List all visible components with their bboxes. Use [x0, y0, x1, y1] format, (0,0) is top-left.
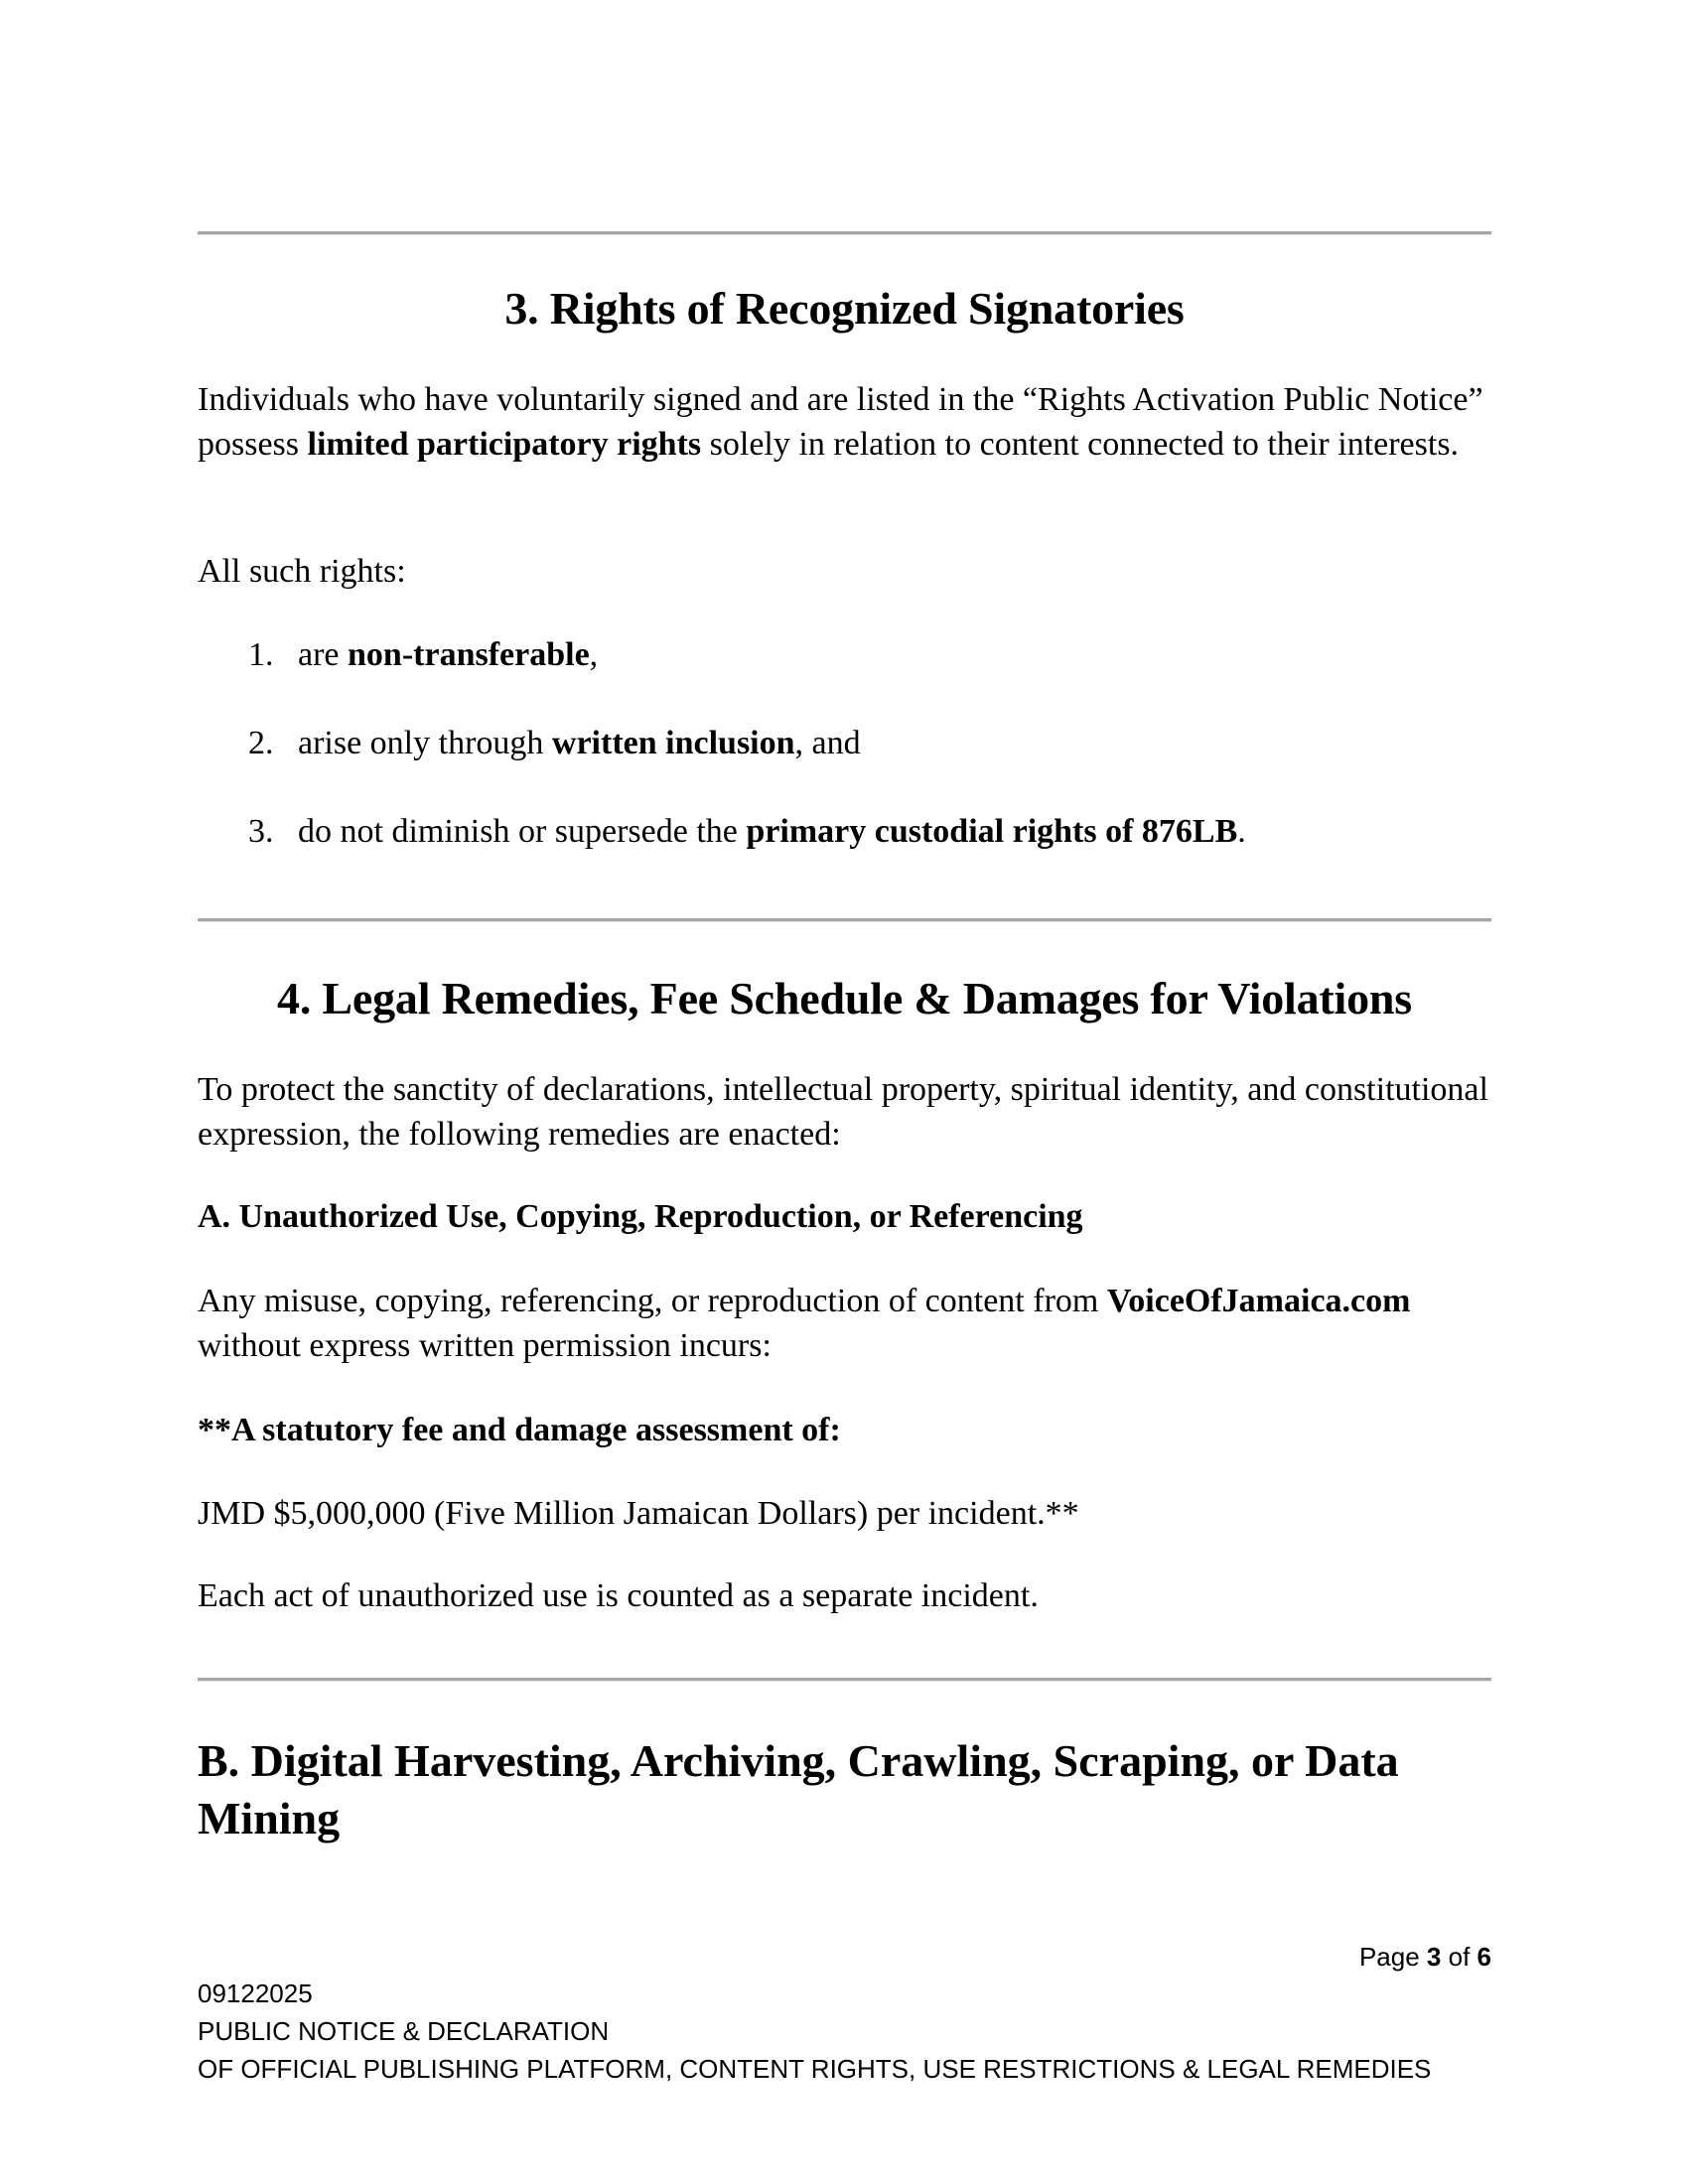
page-current: 3 [1426, 1942, 1442, 1972]
fee-heading: **A statutory fee and damage assessment of: [198, 1412, 841, 1448]
horizontal-divider [198, 1678, 1491, 1682]
page-label: Page [1358, 1942, 1420, 1972]
footer-title-line-2: OF OFFICIAL PUBLISHING PLATFORM, CONTENT RIGHTS, USE RESTRICTIONS & LEGAL REMEDIES [198, 2054, 1432, 2084]
list-emphasis: written inclusion [551, 725, 795, 761]
horizontal-divider [198, 231, 1491, 235]
list-number: 3. [248, 813, 274, 850]
section-3-heading: 3. Rights of Recognized Signatories [504, 283, 1185, 334]
list-text-tail: . [1237, 813, 1246, 850]
section-3-intro [198, 377, 1491, 467]
list-number: 1. [248, 636, 274, 673]
subsection-a-body [198, 1279, 1491, 1368]
footer-title-line-1: PUBLIC NOTICE & DECLARATION [198, 2016, 610, 2046]
subsection-a-heading: A. Unauthorized Use, Copying, Reproduction, or Referencing [198, 1198, 1083, 1235]
rights-lead: All such rights: [198, 553, 406, 590]
page-of: of [1448, 1942, 1471, 1972]
footer-doc-code: 09122025 [198, 1979, 313, 2008]
intro-text-tail: solely in relation to content connected to their interests. [701, 426, 1460, 463]
rights-list-item [248, 809, 1246, 854]
section-4-intro: To protect the sanctity of declarations, intellectual property, spiritual identity, and constitutional expression, the following remedies are enacted: [198, 1071, 1488, 1153]
intro-emphasis: limited participatory rights [307, 426, 702, 463]
rights-list-item [248, 721, 861, 765]
list-text: are [298, 636, 349, 673]
body-text-tail: without express written permission incurs: [198, 1327, 772, 1364]
list-emphasis: non-transferable [348, 636, 590, 673]
rights-list-item [248, 632, 598, 677]
website-name: VoiceOfJamaica.com [1106, 1283, 1411, 1319]
list-text-tail: , [589, 636, 599, 673]
horizontal-divider [198, 918, 1491, 922]
list-number: 2. [248, 725, 274, 761]
list-text: do not diminish or supersede the [298, 813, 747, 850]
section-4-heading: 4. Legal Remedies, Fee Schedule & Damages for Violations [277, 973, 1412, 1024]
fee-amount: JMD $5,000,000 (Five Million Jamaican Dollars) per incident.** [198, 1495, 1079, 1532]
body-text: Any misuse, copying, referencing, or reproduction of content from [198, 1283, 1107, 1319]
subsection-b-heading: B. Digital Harvesting, Archiving, Crawling, Scraping, or Data Mining [198, 1735, 1399, 1843]
intro-text: Individuals who have voluntarily signed and are listed in the “Rights Activation Public Notice” possess [198, 381, 1483, 463]
page-total: 6 [1477, 1942, 1491, 1972]
list-emphasis: primary custodial rights of 876LB [746, 813, 1238, 850]
incident-note: Each act of unauthorized use is counted as a separate incident. [198, 1577, 1039, 1614]
page-number [1359, 1941, 1491, 1973]
list-text: arise only through [298, 725, 552, 761]
list-text-tail: , and [794, 725, 861, 761]
